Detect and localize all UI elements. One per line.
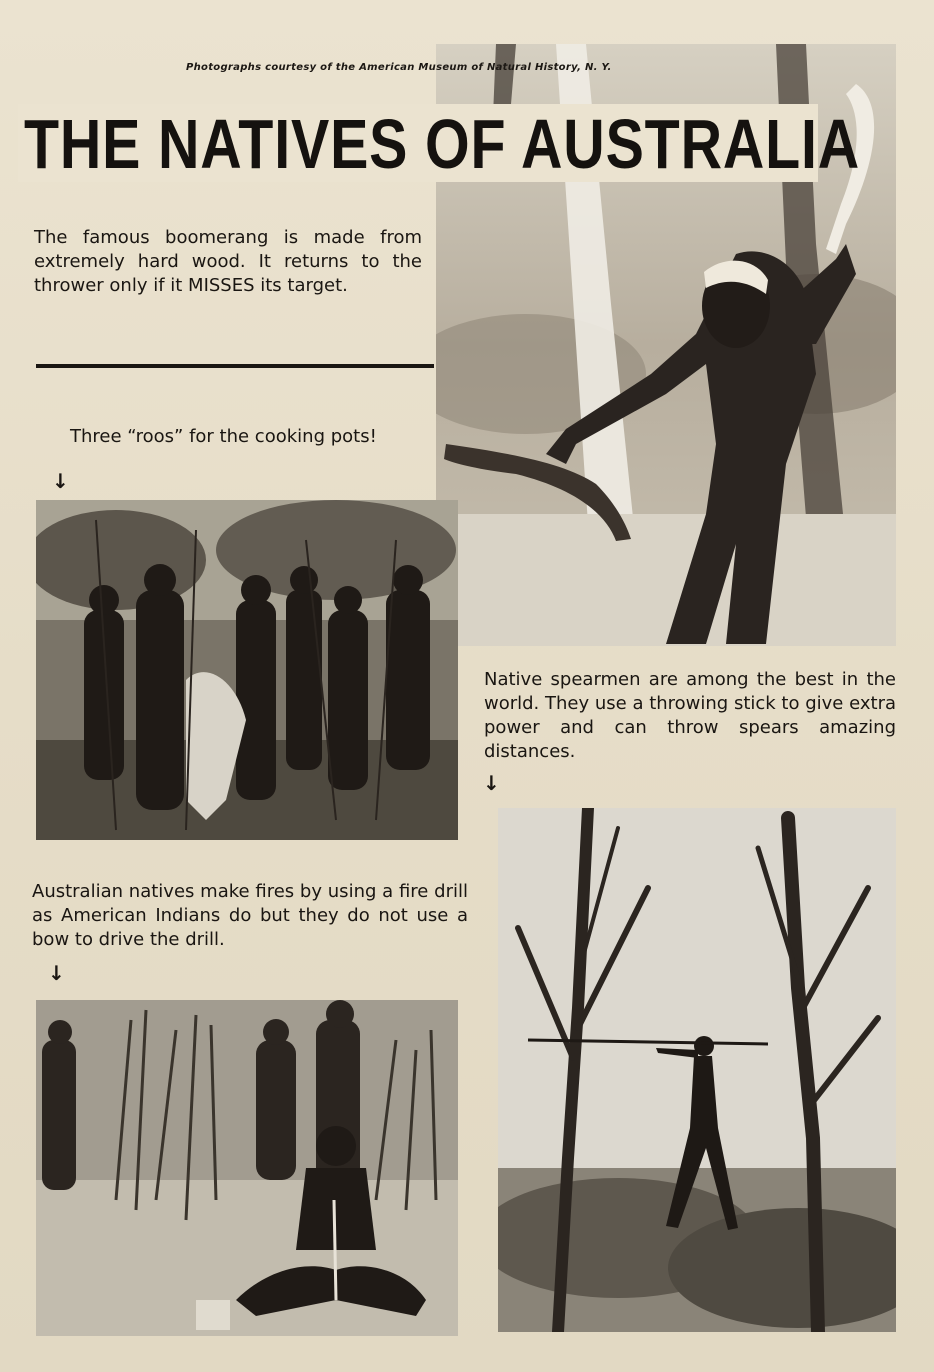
section-divider — [36, 364, 434, 368]
photo-credit: Photographs courtesy of the American Museum of Natural History, N. Y. — [186, 62, 612, 73]
down-arrow-icon: ↓ — [48, 961, 65, 985]
spearmen-caption: Native spearmen are among the best in the world. They use a throwing stick to give extra power and can throw spears amazing distances. — [484, 669, 896, 762]
fire-caption: Australian natives make fires by using a fire drill as American Indians do but they do not use a bow to drive the drill. — [32, 881, 468, 950]
fire-drill-photo — [36, 1000, 458, 1336]
page-title: THE NATIVES OF AUSTRALIA — [24, 105, 861, 183]
boomerang-caption: The famous boomerang is made from extremely hard wood. It returns to the thrower only if it MISSES its target. — [34, 227, 422, 296]
kangaroo-hunters-photo — [36, 500, 458, 840]
roos-caption: Three “roos” for the cooking pots! — [70, 426, 377, 447]
down-arrow-icon: ↓ — [52, 469, 69, 493]
spear-thrower-photo — [498, 808, 896, 1332]
down-arrow-icon: ↓ — [483, 771, 500, 795]
